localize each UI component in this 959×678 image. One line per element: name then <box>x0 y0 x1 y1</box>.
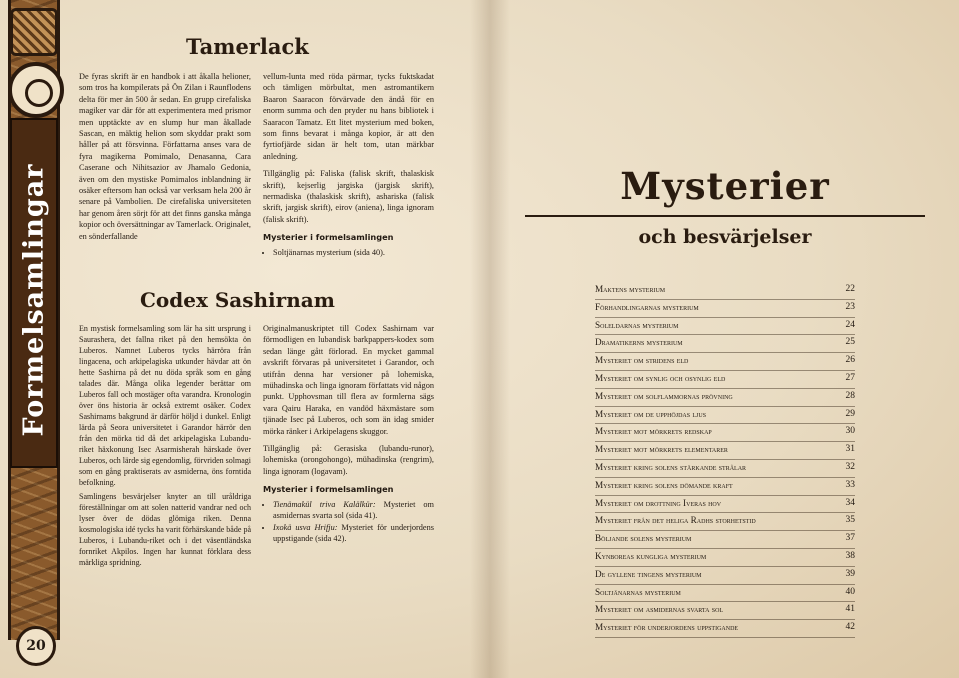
toc-row <box>595 460 855 478</box>
toc-entry-label: Mysteriet om drottning Iveras hov <box>595 497 722 508</box>
toc-entry-label: Mysteriet från det heliga Radhs storhetstid <box>595 515 756 526</box>
toc-row <box>595 318 855 336</box>
tamerlack-column-2 <box>263 71 434 258</box>
tamerlack-paragraph-2: vellum-lunta med röda pärmar, tycks fuktskadat och tämligen mörbultat, men astromantikern Baaron Saaracon förvärvade den ändå för en enorm summa och den pryder nu hans bibliotek i Saaracon Tamatz. Ett litet mysterium med boken, som finns bevarat i många kopior, är att den fyrtiofjärde sidan är helt tom, utan märkbar anledning. <box>263 72 434 161</box>
table-of-contents <box>595 282 855 638</box>
mystery-name: Ixokä usva Hrifju: <box>273 522 338 532</box>
tamerlack-mysteries-list <box>263 247 434 258</box>
toc-entry-page: 24 <box>845 319 855 330</box>
availability-text: Gerasiska (lubandu-runor), lohemiska (orongohongo), mühadinska (rengrim), linga ignoram (logavam). <box>263 444 435 476</box>
toc-entry-page: 32 <box>845 461 855 472</box>
toc-row <box>595 620 855 638</box>
tamerlack-availability <box>263 168 434 225</box>
ring-ornament <box>8 62 64 118</box>
toc-row <box>595 442 855 460</box>
toc-row <box>595 389 855 407</box>
toc-row <box>595 282 855 300</box>
celtic-knot-ornament <box>10 8 58 56</box>
toc-row <box>595 567 855 585</box>
toc-entry-page: 35 <box>845 515 855 526</box>
codex-column-1 <box>79 323 251 568</box>
tamerlack-paragraph-1: De fyras skrift är en handbok i att åkalla helioner, som tros ha kompilerats på Ön Zilan i Raunflodens delta för mer än 500 år sedan. En grupp cirefaliska magiker var där för att experimentera med prismor men upptäckte av en slump hur man åkallade Sascan, en mäktig helion som skyddar prakt som håller på att försvinna. Författarna anses vara de fyra magikerna Pomimalo, Denasanna, Cara Caserane och Nihitsazior av Jhamalo Gedonia, även om den mystiske Pomimalos inblandning är osäker eftersom han också var verksam hela 200 år senare på Vambolien. De cirefaliska universiteten har genom åren sörjt för att det finns ganska många kopior och översättningar av Tamerlack. Originalet, en sönderfallande <box>79 72 251 241</box>
availability-label: Tillgänglig på: <box>263 169 315 179</box>
toc-entry-label: Mysteriet om de upphöjdas ljus <box>595 408 707 419</box>
toc-entry-label: Dramatikerns mysterium <box>595 337 683 348</box>
toc-row <box>595 407 855 425</box>
toc-entry-page: 40 <box>845 586 855 597</box>
chapter-title-vertical: Formelsamlingar <box>18 163 50 437</box>
toc-entry-label: Mysteriet kring solens stärkande strålar <box>595 461 747 472</box>
toc-entry-label: Förhandlingarnas mysterium <box>595 301 699 312</box>
mystery-description: Mysteriet om asmidernas svarta sol (sida 41). <box>273 499 434 521</box>
toc-entry-page: 33 <box>845 479 855 490</box>
toc-entry-label: Böljande solens mysterium <box>595 533 692 544</box>
toc-row <box>595 602 855 620</box>
toc-entry-label: Mysteriet om stridens eld <box>595 355 689 366</box>
toc-row <box>595 335 855 353</box>
toc-row <box>595 353 855 371</box>
heading-tamerlack: Tamerlack <box>186 34 309 59</box>
toc-entry-page: 23 <box>845 301 855 312</box>
toc-entry-page: 22 <box>845 284 855 294</box>
heading-codex-sashirnam: Codex Sashirnam <box>140 288 335 312</box>
toc-entry-label: Soltjänarnas mysterium <box>595 586 681 597</box>
toc-row <box>595 585 855 603</box>
codex-column-2 <box>263 323 434 544</box>
toc-entry-page: 41 <box>845 604 855 615</box>
tamerlack-column-1 <box>79 71 251 242</box>
toc-entry-page: 39 <box>845 568 855 579</box>
toc-entry-page: 37 <box>845 533 855 544</box>
toc-entry-page: 30 <box>845 426 855 437</box>
toc-entry-label: Mysteriet mot mörkrets elementarer <box>595 444 728 455</box>
codex-availability <box>263 443 434 477</box>
toc-entry-label: Soleldarnas mysterium <box>595 319 679 330</box>
mystery-name: Tienämakül triva Kalälkür: <box>273 499 376 509</box>
mystery-description: Mysteriet för underjordens uppstigande (sida 42). <box>273 522 434 543</box>
toc-entry-page: 27 <box>845 372 855 383</box>
codex-paragraph-1: En mystisk formelsamling som lär ha sitt ursprung i Saurashera, det fallna riket på den hemsökta ön Luberos. Namnet Luberos tycks härröra från lingacena, och arkipelagiska utkunder hävdar att ön hette Sashirna på det nu döda språk som en gång talades där. Många olika legender berättar om Luberos fall och mostäger ofta varandra. Kronologin över öns historia är också extremt osäker. Codex Sashirnams bakgrund är därför höljd i dunkel. Enligt lärda på Seora universitetet i Garandor härrör den från den mörka tid då det arkipelagiska Lubandu-riket häxkonung Isec Asarmisherah härskade över Luberos, och lärde sig egendomlig, förvriden solmagi som en gång praktiserats av asmiderna, öns forntida befolkning. <box>79 324 251 487</box>
toc-row <box>595 424 855 442</box>
chapter-title: Mysterier <box>620 164 830 208</box>
toc-row <box>595 513 855 531</box>
codex-paragraph-3: Originalmanuskriptet till Codex Sashirnam var förmodligen en lubandisk barkpappers-kodex som sedan länge gått förlorad. En mycket gammal avskrift förvaras på universitetet i Garandor, och utifrån denna har versioner på lohemiska, mühadinska och linga ignoram författats vid någon punkt. Upphovsman till flera av formlerna sägs vara Qairu Haraka, en vandöd häxmästare som tjänade Isec på Luberos, och som än idag smider mörka ränker i Arkipelagens skuggor. <box>263 324 434 436</box>
toc-row <box>595 300 855 318</box>
toc-row <box>595 371 855 389</box>
toc-entry-label: Mysteriet om synlig och osynlig eld <box>595 372 726 383</box>
title-divider <box>525 215 925 217</box>
toc-entry-page: 42 <box>845 622 855 633</box>
book-spine-shadow <box>470 0 510 678</box>
codex-paragraph-2: Samlingens besvärjelser knyter an till uråldriga föreställningar om att solen natterid vandrar ned och lyser över de dödas glömiga riken. Denna kosmologiska idé tycks ha varit förhärskande både på Luberos, i Lubandu-riket och i det väsentländska fornriket Akpilos. Ingen har kunnat förklara dess märkliga spridning. <box>79 492 251 567</box>
codex-mysteries-list <box>263 499 434 545</box>
codex-mysteries-heading: Mysterier i formelsamlingen <box>263 484 394 495</box>
toc-entry-page: 31 <box>845 444 855 455</box>
toc-entry-label: Kynboreas kungliga mysterium <box>595 550 707 561</box>
list-item: • Soltjänarnas mysterium (sida 40). <box>273 247 434 258</box>
toc-entry-page: 29 <box>845 408 855 419</box>
toc-entry-label: Mysteriet om solflammornas prövning <box>595 390 733 401</box>
toc-row <box>595 496 855 514</box>
tamerlack-mysteries-heading: Mysterier i formelsamlingen <box>263 232 394 243</box>
toc-entry-page: 26 <box>845 355 855 366</box>
list-item <box>273 522 434 545</box>
toc-entry-page: 25 <box>845 337 855 348</box>
page-number: 20 <box>16 626 56 666</box>
toc-entry-page: 34 <box>845 497 855 508</box>
toc-entry-label: De gyllene tingens mysterium <box>595 568 702 579</box>
toc-entry-page: 28 <box>845 390 855 401</box>
toc-entry-label: Mysteriet mot mörkrets redskap <box>595 426 712 437</box>
toc-row <box>595 478 855 496</box>
list-item <box>273 499 434 522</box>
chapter-subtitle: och besvärjelser <box>638 226 812 248</box>
toc-entry-page: 38 <box>845 550 855 561</box>
toc-entry-label: Maktens mysterium <box>595 284 666 294</box>
toc-row <box>595 549 855 567</box>
toc-entry-label: Mysteriet för underjordens uppstigande <box>595 622 739 633</box>
toc-entry-label: Mysteriet kring solens dömande kraft <box>595 479 733 490</box>
toc-entry-label: Mysteriet om asmidernas svarta sol <box>595 604 724 615</box>
toc-row <box>595 531 855 549</box>
availability-text: Faliska (falisk skrift, thalaskisk skrift), kejserlig jargiska (jargisk skrift), nermadiska (thalaskisk skrift), ashariska (falisk skrift, jargisk skrift), eirov (aniena), linga ignoram (falisk skrift). <box>263 169 434 224</box>
availability-label: Tillgänglig på: <box>263 444 322 454</box>
